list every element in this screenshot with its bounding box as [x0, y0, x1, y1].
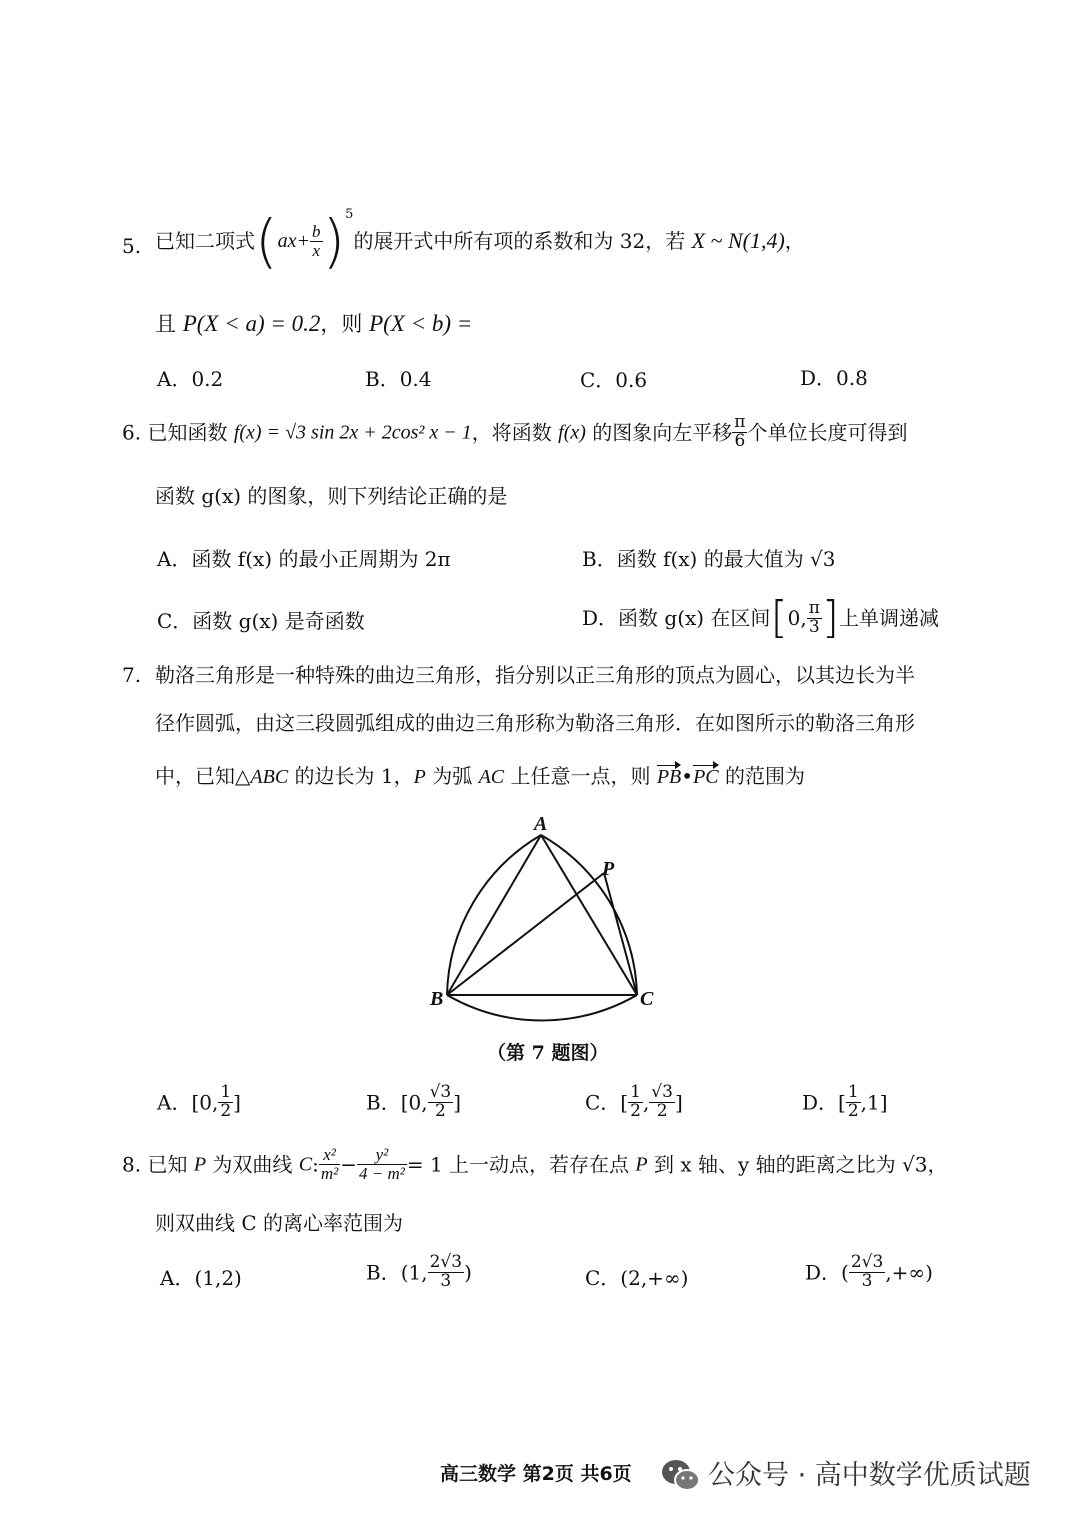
reuleaux-triangle-figure	[420, 805, 670, 1035]
q6-option-d: D．函数 g(x) 在区间[0, $\frac{\pi}{3}$ ]上单调递减	[582, 592, 940, 643]
q6-line1: 6. 已知函数 f(x) = √3 sin 2x + 2cos² x − 1，将函数 f(x) 的图象向左平移 $\frac{\pi}{6}$ 个单位长度可得到	[122, 412, 908, 451]
side-ca	[541, 835, 637, 995]
q6-interval-fraction: $\frac{\pi}{3}$	[808, 597, 820, 637]
label-p: P	[602, 858, 615, 880]
q7-line1: 勒洛三角形是一种特殊的曲边三角形，指分别以正三角形的顶点为圆心，以其边长为半	[155, 663, 915, 687]
label-a: A	[534, 813, 548, 835]
side-ab	[447, 835, 541, 995]
q5-question: P(X < b) =	[369, 311, 473, 336]
q5-expr: ax+	[277, 230, 311, 252]
label-b: B	[430, 988, 444, 1010]
q5-fraction: $\frac{b}{x}$	[312, 221, 321, 260]
q8-option-d: D．( $\frac{2√3}{3}$ ,+∞)	[805, 1252, 933, 1291]
segment-pc	[604, 873, 637, 995]
q8-y-fraction: $\frac{\text{y²}}{\text{4 − m²}}$	[358, 1145, 405, 1183]
q8-line2: 则双曲线 C 的离心率范围为	[155, 1211, 404, 1235]
segment-pb	[447, 873, 604, 995]
q5-option-c: C．0.6	[580, 368, 648, 392]
q7-figure-caption: （第 7 题图）	[487, 1042, 609, 1064]
q5-number: 5.	[122, 234, 142, 258]
q5-condition: P(X < a) = 0.2	[182, 311, 321, 336]
page-footer: 高三数学 第2页 共6页	[440, 1463, 632, 1485]
q5-exponent: 5	[345, 207, 354, 222]
q5-line1: 已知二项式(ax+ $\frac{b}{x}$ )$^5$的展开式中所有项的系数和为 32，若 X ~ N(1,4)，	[155, 207, 805, 275]
q5-option-d: D．0.8	[800, 366, 868, 390]
watermark: 公众号 · 高中数学优质试题	[708, 1460, 1031, 1491]
vector-pb: PB	[656, 766, 682, 788]
q8-x-fraction: $\frac{\text{x²}}{\text{m²}}$	[320, 1145, 339, 1183]
q7-option-d: D．[ $\frac{1}{2}$ ,1]	[802, 1082, 888, 1121]
label-c: C	[640, 988, 654, 1010]
q6-option-a: A．函数 f(x) 的最小正周期为 2π	[157, 547, 451, 571]
q6-line2: 函数 g(x) 的图象，则下列结论正确的是	[155, 484, 508, 508]
q8-option-b: B．(1, $\frac{2√3}{3}$ )	[366, 1252, 472, 1291]
q7-number: 7.	[122, 663, 142, 687]
q8-option-c: C．(2,+∞)	[585, 1266, 689, 1290]
q7-option-a: A．[0, $\frac{1}{2}$ ]	[157, 1082, 241, 1121]
q8-line1: 8. 已知 P 为双曲线 C: $\frac{\text{x²}}{\text{m²}}$ − $\frac{\text{y²}}{\text{4 − m²}}$ = 1 上一动点，若存在点 P 到 x 轴、y 轴的距离之比为 √3，	[122, 1145, 948, 1183]
q5-line2: 且 P(X < a) = 0.2，则 P(X < b) =	[155, 311, 473, 336]
wechat-icon	[660, 1456, 702, 1496]
q6-function: f(x) = √3 sin 2x + 2cos² x − 1	[233, 421, 472, 444]
q7-option-c: C．[ $\frac{1}{2}$ , $\frac{√3}{2}$ ]	[585, 1082, 683, 1121]
q5-text-a: 已知二项式	[155, 229, 255, 253]
q8-option-a: A．(1,2)	[160, 1266, 242, 1290]
q6-option-b: B．函数 f(x) 的最大值为 √3	[582, 547, 836, 571]
q7-line2: 径作圆弧，由这三段圆弧组成的曲边三角形称为勒洛三角形．在如图所示的勒洛三角形	[155, 711, 915, 735]
q5-option-a: A．0.2	[157, 367, 224, 391]
q6-shift-fraction: $\frac{\pi}{6}$	[734, 412, 746, 451]
vector-pc: PC	[693, 766, 719, 788]
arc-bc	[447, 995, 637, 1020]
q5-distribution: X ~ N(1,4)	[691, 228, 785, 253]
q7-line3: 中，已知△ABC 的边长为 1，P 为弧 AC 上任意一点，则 PB•PC 的范围为	[155, 764, 805, 788]
q8-number: 8.	[122, 1152, 142, 1177]
q6-option-c: C．函数 g(x) 是奇函数	[157, 609, 365, 633]
q7-option-b: B．[0, $\frac{√3}{2}$ ]	[366, 1082, 462, 1121]
q5-option-b: B．0.4	[365, 367, 432, 391]
q6-number: 6.	[122, 420, 142, 445]
q5-text-b: 的展开式中所有项的系数和为 32，若	[353, 229, 692, 253]
